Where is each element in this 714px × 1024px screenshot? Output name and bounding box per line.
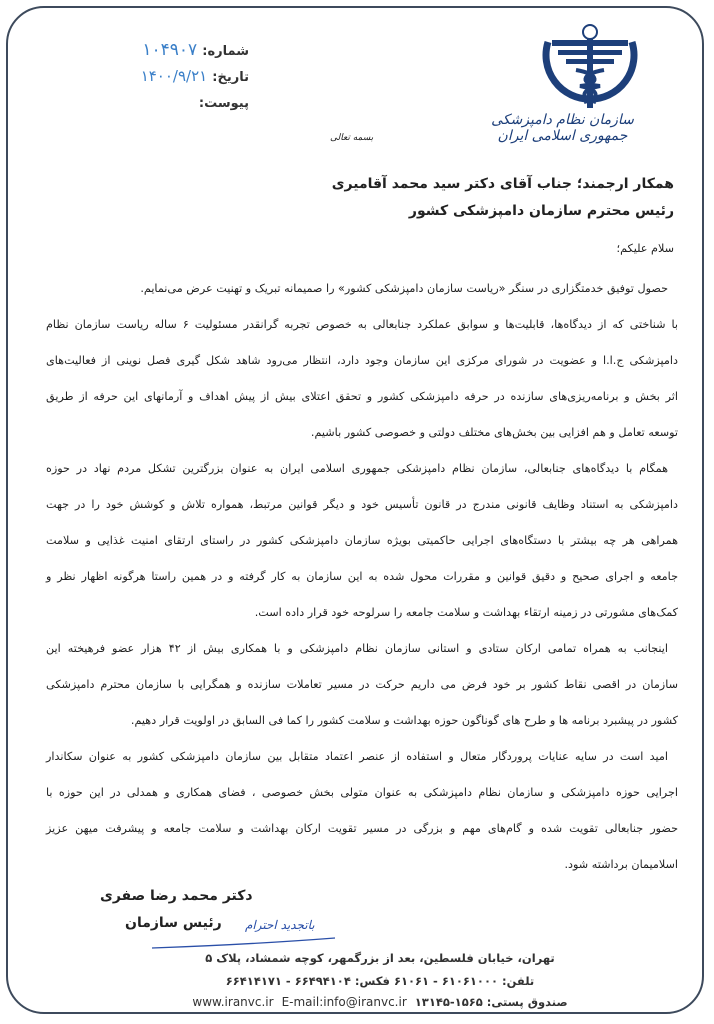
body-line: همراهی هر چه بیشتر با دستگاه‌های اجرایی حاکمیتی بویژه سازمان دامپزشکی کشور در راستای ارتقای امنیت غذایی و سلامت [46,534,678,547]
body-line: حصول توفیق خدمتگزاری در سنگر «ریاست سازمان دامپزشکی کشور» را صمیمانه تبریک و تهنیت عرض می‌نمایم. [140,282,668,295]
signatory-name: دکتر محمد رضا صفری [100,888,253,904]
body-line: اجرایی حوزه دامپزشکی و سازمان نظام دامپزشکی به عنوان متولی بخش خصوصی ، فضای همکاری و همدلی در این حوزه با [46,786,678,799]
body-line: کمک‌های مشورتی در زمینه ارتقاء بهداشت و سلامت جامعه را سرلوحه خود قرار داده است. [254,606,678,619]
footer-phone: تلفن: ۶۱۰۶۱۰۰۰ - ۶۱۰۶۱ فکس: ۶۶۴۹۴۱۰۴ - ۶۶۴۱۴۱۷۱ [225,974,535,988]
invocation: بسمه تعالی [330,133,374,143]
date-value: ۱۴۰۰/۹/۲۱ [140,67,208,85]
footer-email[interactable]: E-mail:info@iranvc.ir [281,995,407,1009]
handwritten-signature: باتجدید احترام [245,918,315,932]
footer-postbox: صندوق پستی: ۱۵۶۵-۱۳۱۴۵ [414,995,568,1009]
organization-logo [540,22,640,117]
signature-stroke [150,936,340,950]
number-value: ۱۰۴۹۰۷ [142,40,198,60]
body-line: جامعه و اجرای صحیح و دقیق قوانین و مقررات محول شده به این سازمان به کار گرفته و در همین راستا هرگونه اظهار نظر و [46,570,678,583]
body-line: حضور جنابعالی تقویت شده و گام‌های مهم و بزرگی در مسیر تقویت ارکان بهداشت و سلامت جامعه و پیشرفت میهن عزیز [46,822,678,835]
body-line: اینجانب به همراه تمامی ارکان ستادی و استانی سازمان نظام دامپزشکی و با همکاری بیش از ۴۲ هزار عضو فرهیخته این [46,642,668,655]
attachment-label: پیوست: [198,96,249,111]
letter-attachment [199,92,249,111]
body-line: همگام با دیدگاه‌های جنابعالی، سازمان نظام دامپزشکی جمهوری اسلامی ایران به عنوان بزرگترین تشکل مردم نهاد در حوزه [46,462,668,475]
body-line: اسلامیمان برداشته شود. [564,858,678,871]
greeting: سلام علیکم؛ [616,242,674,255]
recipient-line: همکار ارجمند؛ جناب آقای دکتر سید محمد آقامیری [331,176,674,192]
letter-number [142,40,249,60]
body-line: با شناختی که از دیدگاه‌ها، قابلیت‌ها و سوابق عملکرد جنابعالی به خصوص تجربه گرانقدر مسئولیت ۶ ساله ریاست سازمان نظام [46,318,678,331]
footer-website[interactable]: www.iranvc.ir [192,995,274,1009]
body-line: سازمان در اقصی نقاط کشور بر خود فرض می داریم حرکت در مسیر تعاملات سازنده و همگرایی با سازمان محترم دامپزشکی [46,678,678,691]
date-label: تاریخ: [212,70,249,85]
number-label: شماره: [202,44,249,59]
body-line: اثر بخش و برنامه‌ریزی‌های سازنده در حرفه دامپزشکی کشور و تحقق اعتلای بیش از پیش اهداف و آرمانهای این حرفه از طریق [46,390,678,403]
footer-contact [140,995,620,1009]
organization-name: سازمان نظام دامپزشکی جمهوری اسلامی ایران [491,112,634,144]
letter-date [141,66,249,85]
body-line: امید است در سایه عنایات پروردگار متعال و استفاده از عنصر اعتماد متقابل بین سازمان دامپزشکی کشور به عنوان سکاندار [46,750,668,763]
body-line: توسعه تعامل و هم افزایی بین بخش‌های مختلف دولتی و خصوصی کشور باشیم. [310,426,678,439]
body-line: دامپزشکی ج.ا.ا و عضویت در شورای مرکزی این سازمان وجود دارد، انتظار می‌رود شاهد شکل گیری فصل نوینی از فعالیت‌های [46,354,678,367]
body-line: دامپزشکی به استناد وظایف قانونی مندرج در قانون تأسیس خود و دیگر قوانین مرتبط، همواره تلاش و کوشش خود را در جهت [46,498,678,511]
footer-address: تهران، خیابان فلسطین، بعد از بزرگمهر، کوچه شمشاد، پلاک ۵ [205,951,555,965]
signatory-title: رئیس سازمان [125,915,222,931]
recipient-title: رئیس محترم سازمان دامپزشکی کشور [408,203,674,219]
body-line: کشور در پیشبرد برنامه ها و طرح های گوناگون حوزه بهداشت و سلامت کشور را کما فی السابق در اولویت قرار دهیم. [130,714,678,727]
